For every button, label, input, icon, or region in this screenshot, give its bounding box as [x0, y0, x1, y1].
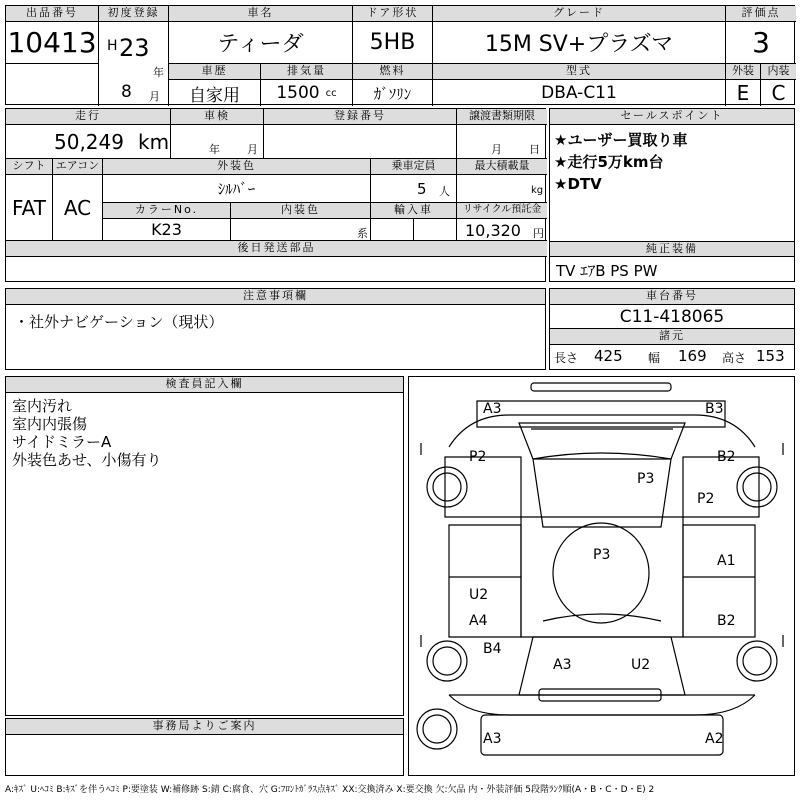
mark-b2-right-top: B2 — [717, 449, 736, 465]
mileage-unit: km — [138, 130, 170, 154]
model: DBA-C11 — [433, 80, 726, 106]
grade-label: グレード — [433, 6, 726, 22]
transfer-label: 譲渡書類期限 — [457, 109, 547, 125]
mark-a2-bottom: A2 — [705, 731, 724, 747]
mileage-label: 走行 — [6, 109, 171, 125]
month-unit: 月 — [149, 90, 160, 103]
car-outline — [409, 377, 794, 775]
displacement-cell — [261, 80, 353, 106]
selling-points-list — [554, 129, 790, 195]
int-label: 内装 — [761, 64, 796, 80]
mark-a3-rear: A3 — [553, 657, 572, 673]
reg-month: 8 — [121, 82, 132, 102]
first-reg-year — [99, 22, 169, 80]
office-label: 事務局よりご案内 — [6, 719, 403, 735]
inspector-note: サイドミラーA — [12, 433, 112, 451]
import-cell-b — [414, 219, 457, 241]
score-label: 評価点 — [726, 6, 796, 22]
displacement-unit: cc — [325, 87, 337, 99]
chassis-no: C11-418065 — [550, 305, 794, 329]
mark-p3-cabin: P3 — [593, 547, 611, 563]
door-type: 5HB — [353, 22, 433, 64]
later-parts-label: 後日発送部品 — [6, 241, 547, 257]
inspector-note: 室内汚れ — [12, 397, 73, 415]
mark-u2-left: U2 — [469, 587, 489, 603]
displacement: 1500 — [276, 83, 320, 103]
mileage-cell — [6, 125, 171, 159]
capacity: 5 — [417, 180, 427, 198]
width-label: 幅 — [648, 351, 661, 365]
interior-color-label: 内装色 — [231, 203, 371, 219]
first-reg-label: 初度登録 — [99, 6, 169, 22]
dims-label: 諸元 — [550, 329, 794, 345]
length-label: 長さ — [554, 351, 579, 365]
mark-u2-rear: U2 — [631, 657, 651, 673]
chassis-section — [549, 288, 795, 370]
inspector-note: 外装色あせ、小傷有り — [12, 451, 162, 469]
int-grade: C — [771, 81, 786, 105]
first-reg-month — [99, 80, 169, 106]
insp-month-unit: 月 — [247, 143, 258, 156]
year-unit: 年 — [153, 66, 164, 79]
exterior-color-label: 外装色 — [103, 159, 371, 175]
model-label: 型式 — [433, 64, 726, 80]
height-label: 高さ — [722, 351, 747, 365]
mark-p3-roof: P3 — [637, 471, 655, 487]
exterior-color: ｼﾙﾊﾞｰ — [103, 175, 371, 203]
mark-b4-left: B4 — [483, 641, 502, 657]
ext-label: 外装 — [726, 64, 761, 80]
height: 153 — [756, 347, 785, 365]
history-label: 車歴 — [169, 64, 261, 80]
caution-text: ・社外ナビゲーション（現状） — [14, 313, 224, 331]
car-name: ティーダ — [169, 22, 353, 64]
mark-a3-bottom: A3 — [483, 731, 502, 747]
transfer-cell — [457, 125, 547, 159]
color-no-label: カラーNo. — [103, 203, 231, 219]
lot-no-label: 出品番号 — [6, 6, 99, 22]
inspector-notes — [12, 397, 162, 469]
max-load-unit: kg — [531, 185, 544, 196]
ext-grade: E — [726, 80, 761, 106]
max-load-label: 最大積載量 — [457, 159, 547, 175]
era: H — [107, 38, 118, 54]
selling-point: ★走行5万km台 — [554, 153, 664, 171]
inspector-note: 室内内張傷 — [12, 415, 88, 433]
selling-point: ★DTV — [554, 175, 602, 193]
top-section — [5, 5, 795, 105]
mark-b2-right-bottom: B2 — [717, 613, 736, 629]
displacement-label: 排気量 — [261, 64, 353, 80]
transfer-day-unit: 日 — [529, 143, 540, 156]
inspector-section — [5, 376, 404, 716]
fuel: ｶﾞｿﾘﾝ — [353, 80, 433, 106]
insp-year-unit: 年 — [209, 143, 220, 156]
color-no: K23 — [103, 219, 231, 241]
car-name-label: 車名 — [169, 6, 353, 22]
mark-b3-top: B3 — [705, 401, 724, 417]
score: 3 — [726, 22, 796, 64]
selling-point: ★ユーザー買取り車 — [554, 131, 688, 149]
lot-no-blank — [6, 64, 99, 106]
car-diagram — [408, 376, 795, 776]
capacity-cell — [371, 175, 457, 203]
office-section — [5, 718, 404, 776]
import-cell-a — [371, 219, 414, 241]
selling-points-label: セールスポイント — [550, 109, 794, 125]
legend: A:ｷｽﾞ U:ﾍｺﾐ B:ｷｽﾞを伴うﾍｺﾐ P:要塗装 W:補修跡 S:錆 C:腐食、穴 G:ﾌﾛﾝﾄｶﾞﾗｽ点ｷｽﾞ XX:交換済み X:要交換 欠:欠品 内・外装評価 5段階ﾗﾝｸ順(A・B・C・D・E) 2 — [5, 785, 655, 795]
shift: FAT — [6, 175, 53, 241]
ac-label: エアコン — [53, 159, 103, 175]
interior-color-unit: 系 — [357, 227, 368, 240]
recycle-label: リサイクル預託金 — [457, 203, 547, 219]
ac: AC — [53, 175, 103, 241]
reg-no-label: 登録番号 — [264, 109, 457, 125]
mileage: 50,249 — [54, 130, 124, 154]
max-load-cell — [457, 175, 547, 203]
equipment-label: 純正装備 — [550, 241, 794, 257]
length: 425 — [594, 347, 623, 365]
mid-section — [5, 108, 546, 282]
transfer-month-unit: 月 — [491, 143, 502, 156]
mark-a4-left: A4 — [469, 613, 488, 629]
reg-no-cell — [264, 125, 457, 159]
shift-label: シフト — [6, 159, 53, 175]
chassis-label: 車台番号 — [550, 289, 794, 305]
later-parts-cell — [6, 257, 547, 283]
caution-section — [5, 288, 546, 370]
recycle-cell — [457, 219, 547, 241]
lot-no: 10413 — [6, 22, 99, 64]
import-label: 輸入車 — [371, 203, 457, 219]
inspection-label: 車検 — [171, 109, 264, 125]
door-label: ドア形状 — [353, 6, 433, 22]
mark-p2-right: P2 — [697, 491, 715, 507]
reg-year: 23 — [119, 34, 150, 62]
grade: 15M SV+プラズマ — [433, 22, 726, 64]
mark-a1-right: A1 — [717, 553, 736, 569]
dims-row — [550, 345, 794, 369]
interior-color-cell — [231, 219, 371, 241]
capacity-unit: 人 — [439, 185, 450, 198]
recycle: 10,320 — [465, 221, 521, 240]
fuel-label: 燃料 — [353, 64, 433, 80]
mark-p2-left: P2 — [469, 449, 487, 465]
capacity-label: 乗車定員 — [371, 159, 457, 175]
caution-label: 注意事項欄 — [6, 289, 545, 305]
width: 169 — [678, 347, 707, 365]
recycle-unit: 円 — [533, 227, 544, 240]
selling-points-section — [549, 108, 795, 282]
inspector-label: 検査員記入欄 — [6, 377, 403, 393]
inspection-cell — [171, 125, 264, 159]
mark-a3-top: A3 — [483, 401, 502, 417]
equipment: TV ｴｱB PS PW — [556, 262, 658, 280]
history: 自家用 — [169, 80, 261, 106]
